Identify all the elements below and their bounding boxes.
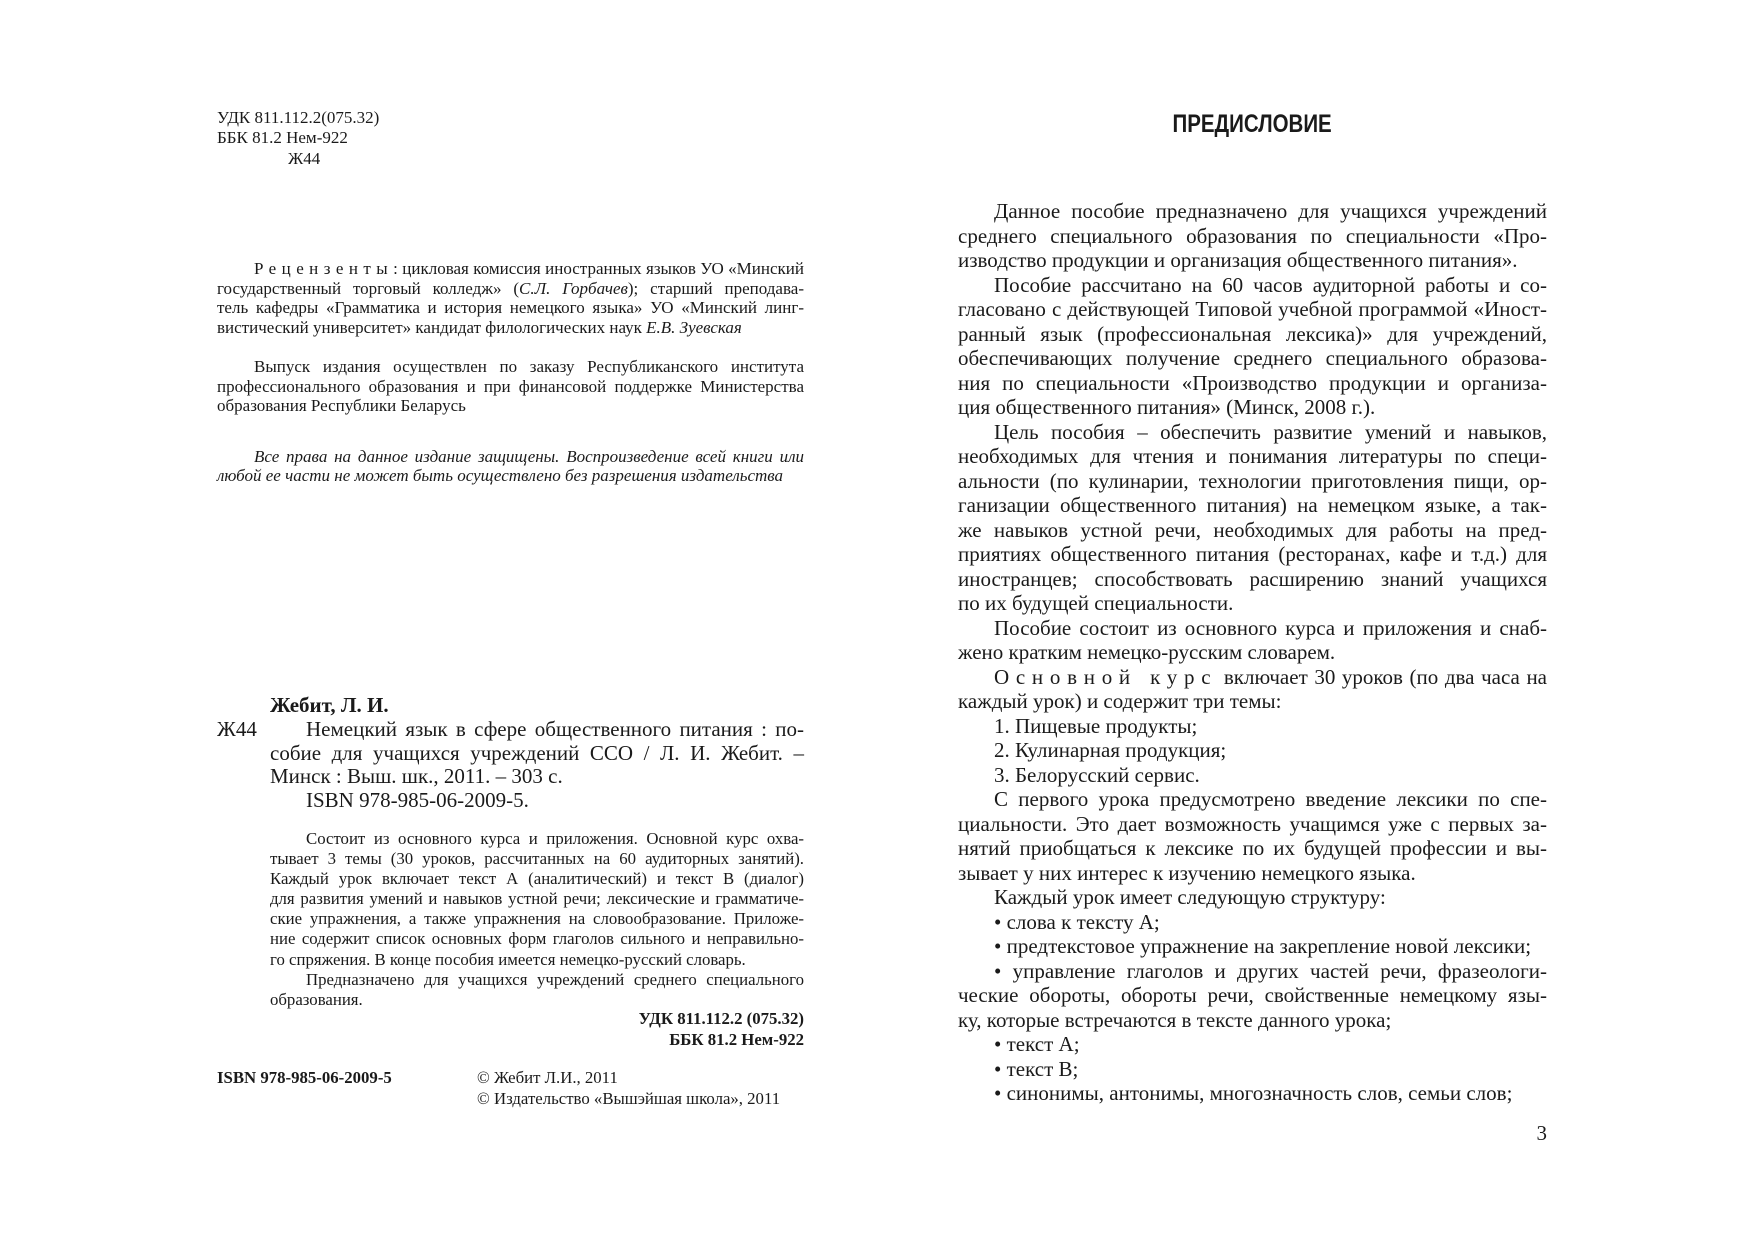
line-text: Состоит из основного курса и приложения. Основной курс охва- bbox=[306, 829, 804, 848]
line-text: зывает у них интерес к изучению немецкого языка. bbox=[958, 860, 1416, 885]
line-text: ция общественного питания» (Минск, 2008 г.). bbox=[958, 395, 1376, 419]
text-line bbox=[217, 279, 804, 299]
line-text: образования. bbox=[270, 989, 363, 1009]
reviewers-paragraph bbox=[217, 259, 804, 337]
text-line bbox=[958, 591, 1547, 616]
text-line bbox=[270, 829, 804, 849]
line-text: Каждый урок имеет следующую структуру: bbox=[994, 885, 1386, 909]
italic-name: С.Л. Горбачев bbox=[519, 278, 628, 298]
text-line bbox=[958, 567, 1547, 592]
author-mark: Ж44 bbox=[288, 148, 321, 168]
text-line bbox=[270, 909, 804, 929]
text-line bbox=[217, 377, 804, 397]
text-line bbox=[958, 1032, 1547, 1057]
text-line bbox=[270, 889, 804, 909]
line-text: го спряжения. В конце пособия имеется немецко-русский словарь. bbox=[270, 949, 746, 969]
line-text: среднего специального образования по специальности «Про- bbox=[958, 223, 1547, 248]
text-line bbox=[270, 765, 804, 789]
text-line bbox=[958, 934, 1547, 959]
line-text: ние содержит список основных форм глаголов сильного и неправильно- bbox=[270, 929, 804, 949]
line-text: иностранцев; способствовать расширению знаний учащихся bbox=[958, 566, 1547, 591]
line-text: Пособие рассчитано на 60 часов аудиторной работы и со- bbox=[994, 272, 1547, 297]
line-text: тель кафедры «Грамматика и история немецкого языка» УО «Минский линг- bbox=[217, 298, 804, 318]
text-line bbox=[958, 836, 1547, 861]
line-text: Выпуск издания осуществлен по заказу Республиканского института bbox=[254, 357, 804, 376]
copyright-publisher: © Издательство «Вышэйшая школа», 2011 bbox=[477, 1088, 781, 1108]
line-text: гласовано с действующей Типовой учебной программой «Иност- bbox=[958, 297, 1547, 321]
line-text: 3. Белорусский сервис. bbox=[994, 762, 1200, 787]
line-text: приятиях общественного питания (ресторанах, кафе и т.д.) для bbox=[958, 542, 1547, 566]
text-line bbox=[958, 322, 1547, 347]
text-line bbox=[958, 885, 1547, 910]
line-text: вистический университет» кандидат филологических наук bbox=[217, 317, 647, 337]
text-line bbox=[217, 318, 804, 338]
line-text: ческие обороты, обороты речи, свойственные немецкому язы- bbox=[958, 983, 1547, 1007]
line-text: ранный язык (профессиональная лексика)» для учреждений, bbox=[958, 321, 1547, 346]
text-line bbox=[958, 763, 1547, 788]
line-text: обеспечивающих получение среднего специального образова- bbox=[958, 346, 1547, 370]
line-text: С первого урока предусмотрено введение лексики по спе- bbox=[994, 787, 1547, 811]
line-text: Все права на данное издание защищены. Воспроизведение всей книги или bbox=[254, 447, 804, 466]
line-text: по их будущей специальности. bbox=[958, 591, 1234, 615]
text-line bbox=[270, 789, 804, 813]
line-text: тывает 3 темы (30 уроков, рассчитанных на 60 аудиторных занятий). bbox=[270, 849, 804, 869]
line-text: ганизации общественного питания) на немецком языке, а так- bbox=[958, 493, 1547, 517]
text-line bbox=[958, 640, 1547, 665]
text-line bbox=[958, 518, 1547, 543]
bbk-code: ББК 81.2 Нем-922 bbox=[217, 128, 348, 148]
line-text: ские упражнения, а также упражнения на словообразование. Приложе- bbox=[270, 909, 804, 929]
text-line bbox=[217, 447, 804, 466]
line-text: любой ее части не может быть осуществлено без разрешения издательства bbox=[217, 466, 784, 485]
line-text: Минск : Выш. шк., 2011. – 303 с. bbox=[270, 764, 563, 789]
text-line bbox=[958, 469, 1547, 494]
text-line bbox=[958, 1081, 1547, 1106]
line-text: • текст В; bbox=[994, 1056, 1079, 1081]
text-line bbox=[958, 371, 1547, 396]
udk-bold: УДК 811.112.2 (075.32) bbox=[638, 1009, 804, 1028]
text-line bbox=[958, 689, 1547, 714]
text-line bbox=[270, 869, 804, 889]
bibliographic-entry bbox=[270, 718, 804, 812]
line-text: включает 30 уроков (по два часа на bbox=[1217, 664, 1548, 689]
classification-codes bbox=[217, 108, 379, 169]
text-line bbox=[270, 990, 804, 1010]
text-line bbox=[958, 910, 1547, 935]
line-text: необходимых для чтения и понимания литературы по специ- bbox=[958, 444, 1547, 468]
text-line bbox=[958, 714, 1547, 739]
text-line bbox=[958, 493, 1547, 518]
bbk-bold: ББК 81.2 Нем-922 bbox=[669, 1029, 804, 1049]
line-text: : цикловая комиссия иностранных языков УО «Минский bbox=[393, 259, 804, 278]
page-number: 3 bbox=[1536, 1121, 1547, 1145]
text-line bbox=[270, 950, 804, 970]
text-line bbox=[958, 395, 1547, 420]
annotation bbox=[270, 829, 804, 1010]
text-line bbox=[958, 199, 1547, 224]
text-line bbox=[958, 616, 1547, 641]
line-text: для развития умений и навыков устной речи; лексические и грамматиче- bbox=[270, 889, 804, 909]
spaced-term: Рецензенты bbox=[254, 259, 394, 278]
text-line bbox=[217, 298, 804, 318]
text-line bbox=[958, 812, 1547, 837]
line-text: ку, которые встречаются в тексте данного урока; bbox=[958, 1007, 1392, 1032]
text-line bbox=[217, 466, 804, 485]
text-line bbox=[270, 970, 804, 990]
text-line bbox=[958, 224, 1547, 249]
page-title bbox=[958, 110, 1547, 139]
text-line bbox=[958, 983, 1547, 1008]
line-text: Пособие состоит из основного курса и приложения и снаб- bbox=[994, 615, 1547, 640]
line-text: каждый урок) и содержит три темы: bbox=[958, 689, 1282, 713]
copyrights bbox=[477, 1068, 780, 1109]
udk-bbk-bold bbox=[270, 1009, 804, 1050]
line-text: государственный торговый колледж» ( bbox=[217, 278, 520, 298]
page-title-text: ПРЕДИСЛОВИЕ bbox=[1172, 110, 1333, 138]
italic-name: Е.В. Зуевская bbox=[646, 317, 742, 337]
text-line bbox=[217, 357, 804, 377]
catalog-mark: Ж44 bbox=[217, 717, 257, 741]
line-text: 2. Кулинарная продукция; bbox=[994, 738, 1227, 762]
line-text: • управление глаголов и других частей речи, фразеологи- bbox=[994, 958, 1547, 983]
line-text: собие для учащихся учреждений ССО / Л. И. Жебит. – bbox=[270, 740, 804, 765]
line-text: циальности. Это дает возможность учащимся уже с первых за- bbox=[958, 811, 1547, 836]
line-text: ISBN 978-985-06-2009-5. bbox=[306, 787, 529, 812]
line-text: ); старший преподава- bbox=[627, 278, 804, 298]
text-line bbox=[958, 420, 1547, 445]
line-text: ния по специальности «Производство продукции и организа- bbox=[958, 370, 1547, 395]
line-text: альности (по кулинарии, технологии приготовления пищи, ор- bbox=[958, 468, 1547, 493]
line-text: Немецкий язык в сфере общественного питания : по- bbox=[306, 717, 804, 741]
text-line bbox=[958, 665, 1547, 690]
text-line bbox=[958, 542, 1547, 567]
text-line bbox=[958, 959, 1547, 984]
text-line bbox=[270, 849, 804, 869]
text-line bbox=[958, 444, 1547, 469]
udk-code: УДК 811.112.2(075.32) bbox=[217, 108, 380, 127]
text-line bbox=[958, 861, 1547, 886]
rights-notice bbox=[217, 447, 804, 485]
line-text: • слова к тексту А; bbox=[994, 909, 1160, 934]
line-text: 1. Пищевые продукты; bbox=[994, 713, 1198, 738]
line-text: нятий приобщаться к лексике по их будущей профессии и вы- bbox=[958, 836, 1547, 860]
text-line bbox=[270, 929, 804, 949]
line-text: Предназначено для учащихся учреждений среднего специального bbox=[306, 969, 804, 989]
text-line bbox=[958, 787, 1547, 812]
line-text: Цель пособия – обеспечить развитие умений и навыков, bbox=[994, 419, 1547, 444]
text-line bbox=[958, 248, 1547, 273]
author-heading: Жебит, Л. И. bbox=[270, 693, 389, 717]
line-text: • синонимы, антонимы, многозначность слов, семьи слов; bbox=[994, 1081, 1513, 1105]
line-text: • предтекстовое упражнение на закрепление новой лексики; bbox=[994, 934, 1532, 958]
line-text: • текст А; bbox=[994, 1032, 1080, 1056]
text-line bbox=[270, 742, 804, 766]
text-line bbox=[958, 273, 1547, 298]
text-line bbox=[958, 346, 1547, 371]
line-text: Данное пособие предназначено для учащихся учреждений bbox=[994, 199, 1547, 223]
line-text: профессионального образования и при финансовой поддержке Министерства bbox=[217, 376, 804, 396]
line-text: Каждый урок включает текст А (аналитический) и текст В (диалог) bbox=[270, 869, 804, 889]
text-line bbox=[217, 259, 804, 279]
line-text: образования Республики Беларусь bbox=[217, 396, 466, 416]
text-line bbox=[217, 396, 804, 416]
text-line bbox=[958, 1057, 1547, 1082]
preface-body bbox=[958, 199, 1547, 1106]
copyright-author: © Жебит Л.И., 2011 bbox=[477, 1068, 618, 1087]
text-line bbox=[958, 1008, 1547, 1033]
line-text: изводство продукции и организация общественного питания». bbox=[958, 248, 1518, 272]
spaced-term: Основной курс bbox=[994, 664, 1218, 689]
text-line bbox=[958, 738, 1547, 763]
text-line bbox=[958, 297, 1547, 322]
isbn: ISBN 978-985-06-2009-5 bbox=[217, 1068, 392, 1087]
text-line bbox=[270, 718, 804, 742]
funding-paragraph bbox=[217, 357, 804, 416]
line-text: же навыков устной речи, необходимых для работы на пред- bbox=[958, 517, 1547, 542]
line-text: жено кратким немецко-русским словарем. bbox=[958, 640, 1336, 664]
